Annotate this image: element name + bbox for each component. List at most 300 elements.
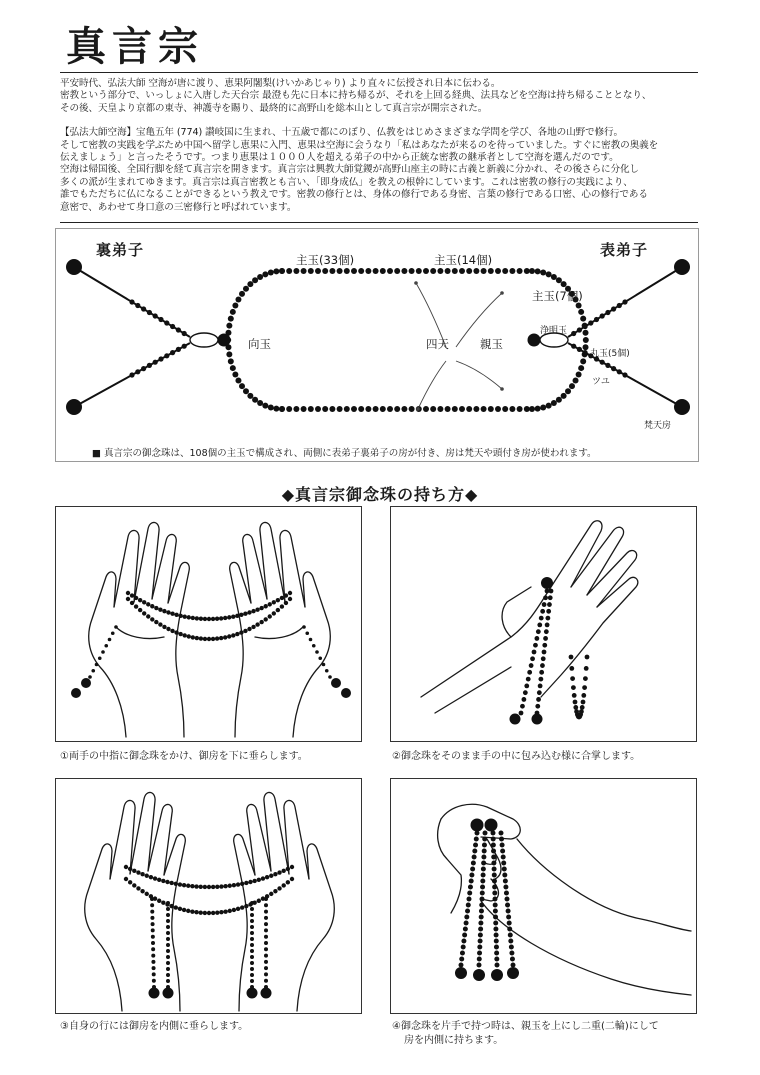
bead [166, 943, 170, 947]
bead [473, 406, 479, 412]
bead [187, 615, 191, 619]
bead [166, 979, 170, 983]
bead [174, 613, 178, 617]
bead [539, 616, 544, 621]
bead [409, 406, 415, 412]
bead [248, 880, 252, 884]
bead [584, 666, 589, 671]
bead [273, 268, 279, 274]
bead [491, 831, 496, 836]
bead [674, 399, 690, 415]
bead [280, 596, 284, 600]
bead [262, 403, 268, 409]
bead [580, 358, 586, 364]
bead [146, 614, 150, 618]
bead [134, 596, 138, 600]
bead [293, 406, 299, 412]
bead [81, 678, 91, 688]
bead [569, 383, 575, 389]
bead [611, 366, 616, 371]
bead [466, 406, 472, 412]
bead [460, 951, 465, 956]
bead [273, 406, 279, 412]
bead [508, 939, 513, 944]
bead [250, 979, 254, 983]
bead [492, 885, 497, 890]
bead [195, 636, 199, 640]
bead [571, 331, 576, 336]
bead [308, 268, 314, 274]
bead [264, 928, 268, 932]
bead [219, 910, 223, 914]
intro-line: 【弘法大師空海】宝亀五年 (774) 讃岐国に生まれ、十五歳で都にのぼり、仏教をはじめさまざまな学問を学び、各地の山野で修行。 [60, 127, 624, 139]
bead [478, 921, 483, 926]
bead [536, 697, 541, 702]
bead [161, 879, 165, 883]
bead [583, 344, 589, 350]
bead [462, 933, 467, 938]
bead [544, 629, 549, 634]
bead [322, 663, 326, 667]
bead [459, 406, 465, 412]
bead [464, 921, 469, 926]
bead [322, 268, 328, 274]
tsuyu-label: ツユ [592, 377, 610, 387]
bead [473, 843, 478, 848]
bead [494, 939, 499, 944]
bead [140, 872, 144, 876]
bead [199, 636, 203, 640]
bead [480, 879, 485, 884]
bead [477, 945, 482, 950]
intro-line: 平安時代、弘法大師 空海が唐に渡り、恵果阿闍梨(けいかあじゃり) より直々に伝授され日本に伝わる。 [60, 78, 501, 89]
bead [166, 627, 170, 631]
bead [284, 593, 288, 597]
bead [529, 663, 534, 668]
hands-open-illustration [56, 507, 363, 743]
bead [95, 663, 99, 667]
bead [226, 323, 232, 329]
bead [166, 961, 170, 965]
bead [468, 885, 473, 890]
intro-line: 意密で、あわせて身口意の三密修行と呼ばれています。 [60, 201, 297, 213]
bead [494, 945, 499, 950]
bead [151, 947, 155, 951]
bead [211, 911, 215, 915]
intro-line: 多くの派が生まれてゆきます。真言宗は真言密教とも言い、「即身成仏」を教えの根幹にしています。これは密教の修行の実践により、 [60, 176, 633, 188]
bead [506, 915, 511, 920]
bead [257, 878, 261, 882]
bead [452, 406, 458, 412]
bead [528, 334, 541, 347]
bead [264, 935, 268, 939]
bead [467, 891, 472, 896]
bead [493, 909, 498, 914]
bead [508, 933, 513, 938]
bead [130, 593, 134, 597]
bead [534, 636, 539, 641]
bead [580, 316, 586, 322]
shutama-7-label: 主玉(7個) [532, 289, 583, 303]
bead [493, 915, 498, 920]
bead [250, 973, 254, 977]
bead [153, 313, 158, 318]
bead [136, 870, 140, 874]
bead [269, 874, 273, 878]
bead [475, 831, 480, 836]
bead [605, 363, 610, 368]
bead [530, 656, 535, 661]
bead [203, 911, 207, 915]
bead [507, 967, 519, 979]
bead [135, 369, 140, 374]
bead [556, 397, 562, 403]
bead [510, 714, 521, 725]
rosary-beads [66, 259, 690, 415]
bead [491, 849, 496, 854]
bead [262, 271, 268, 277]
bead [255, 622, 259, 626]
bead [542, 650, 547, 655]
bead [151, 941, 155, 945]
bead [223, 616, 227, 620]
bead [480, 897, 485, 902]
bead [239, 291, 245, 297]
intro-line: 伝えましょう」と言ったそうです。つまり恵果は１０００人を超える弟子の中から正統な密教の継承者として空海を選んだのです。 [60, 152, 619, 164]
bead [578, 365, 584, 371]
bead [280, 604, 284, 608]
bead [473, 969, 485, 981]
rosary-illustration [56, 229, 700, 463]
bead [231, 614, 235, 618]
bead [492, 879, 497, 884]
bead [176, 347, 181, 352]
section-title: ◆真言宗御念珠の持ち方◆ [281, 485, 479, 504]
bead [264, 966, 268, 970]
bead [474, 837, 479, 842]
bead [151, 935, 155, 939]
bead [170, 629, 174, 633]
bead [195, 616, 199, 620]
bead [583, 350, 588, 355]
bead [524, 683, 529, 688]
bead [215, 885, 219, 889]
bead [288, 591, 292, 595]
bead [480, 885, 485, 890]
bead [472, 849, 477, 854]
kodama-label: 向玉 [248, 337, 271, 351]
bead [365, 406, 371, 412]
bead [252, 277, 258, 283]
bead [503, 885, 508, 890]
bead [166, 610, 170, 614]
bead [488, 406, 494, 412]
bead [482, 843, 487, 848]
bead [315, 650, 319, 654]
bead [430, 268, 436, 274]
bead [164, 353, 169, 358]
bead [479, 915, 484, 920]
bead [401, 268, 407, 274]
bead [250, 943, 254, 947]
bead [461, 939, 466, 944]
bead [264, 903, 268, 907]
bead [174, 630, 178, 634]
bead [481, 855, 486, 860]
bead [250, 901, 254, 905]
bead [509, 268, 515, 274]
bead [250, 937, 254, 941]
bead [537, 622, 542, 627]
bead [481, 406, 487, 412]
bead [492, 867, 497, 872]
bead [174, 905, 178, 909]
bead [500, 843, 505, 848]
bead [145, 874, 149, 878]
bead [464, 915, 469, 920]
bead [594, 317, 599, 322]
bead [394, 268, 400, 274]
bead [240, 882, 244, 886]
bead [162, 625, 166, 629]
bead [546, 609, 551, 614]
bead [622, 372, 627, 377]
arrow-head [414, 281, 418, 285]
bead [358, 406, 364, 412]
bead [264, 960, 268, 964]
bead [178, 614, 182, 618]
bead [537, 690, 542, 695]
bead [264, 617, 268, 621]
bead [252, 397, 258, 403]
bead [183, 633, 187, 637]
bead [470, 867, 475, 872]
bead [276, 608, 280, 612]
bead [494, 957, 499, 962]
bead [255, 607, 259, 611]
bead [264, 941, 268, 945]
bead [166, 937, 170, 941]
bead [301, 268, 307, 274]
bead [190, 884, 194, 888]
bead [517, 406, 523, 412]
bead [272, 611, 276, 615]
bead [236, 882, 240, 886]
bead [244, 881, 248, 885]
intro-line: 密教という部分で、いっしょに入唐した天台宗 最澄も先に日本に持ち帰るが、それを上回る経典、法具などを空海は持ち帰ることとなり、 [60, 90, 652, 102]
bead [542, 602, 547, 607]
bead [268, 404, 274, 410]
bead [277, 886, 281, 890]
bead [469, 873, 474, 878]
bead [540, 404, 546, 410]
bead [478, 927, 483, 932]
bead [532, 714, 543, 725]
bead [273, 872, 277, 876]
bead [183, 614, 187, 618]
intro-line: その後、天皇より京都の東寺、神護寺を賜り、最終的に高野山を総本山として真言宗が開宗された。 [60, 102, 488, 114]
bead [308, 406, 314, 412]
bead [539, 670, 544, 675]
bead [430, 406, 436, 412]
bead [158, 356, 163, 361]
bead [288, 597, 292, 601]
bead [264, 979, 268, 983]
bead [232, 303, 238, 309]
bead [511, 963, 516, 968]
bead [394, 406, 400, 412]
hands-gassho-illustration [391, 507, 698, 743]
bead [279, 406, 285, 412]
bead [203, 617, 207, 621]
bead [491, 837, 496, 842]
bead [532, 650, 537, 655]
bead [178, 632, 182, 636]
bead [302, 625, 306, 629]
bead [257, 899, 261, 903]
bead [622, 299, 627, 304]
bead [344, 406, 350, 412]
bead [191, 635, 195, 639]
bead [268, 270, 274, 276]
bead [261, 876, 265, 880]
bead [194, 910, 198, 914]
bead [166, 973, 170, 977]
bead [502, 268, 508, 274]
bead [502, 867, 507, 872]
bead [129, 299, 134, 304]
bead [223, 635, 227, 639]
bead [380, 406, 386, 412]
bead [492, 873, 497, 878]
bead [228, 909, 232, 913]
bead [478, 933, 483, 938]
bead [571, 685, 576, 690]
bead [286, 867, 290, 871]
bead [491, 843, 496, 848]
bead [387, 406, 393, 412]
bead [150, 916, 154, 920]
step-4-illustration [390, 778, 697, 1014]
bead [309, 638, 313, 642]
bead [322, 406, 328, 412]
bead [236, 907, 240, 911]
step-3-caption: ③自身の行には御房を内側に垂らします。 [60, 1021, 249, 1032]
step-2-caption: ②御念珠をそのまま手の中に包み込む様に合掌します。 [392, 751, 641, 762]
bead [227, 615, 231, 619]
bead [152, 979, 156, 983]
bead [478, 939, 483, 944]
bead [493, 921, 498, 926]
bead [495, 268, 501, 274]
bead [493, 903, 498, 908]
bead [527, 670, 532, 675]
bead [505, 903, 510, 908]
bead [611, 306, 616, 311]
bead [546, 271, 552, 277]
bead [165, 880, 169, 884]
bead [145, 892, 149, 896]
bead [207, 617, 211, 621]
bead [194, 884, 198, 888]
bead [141, 306, 146, 311]
bead [445, 406, 451, 412]
bead [142, 611, 146, 615]
step-3-illustration [55, 778, 362, 1014]
bead [373, 406, 379, 412]
bead [261, 988, 272, 999]
bead [519, 711, 524, 716]
bead [151, 922, 155, 926]
bead [469, 879, 474, 884]
bead [169, 881, 173, 885]
bead [504, 891, 509, 896]
bead [264, 604, 268, 608]
bead [600, 313, 605, 318]
bead [126, 591, 130, 595]
bead [351, 406, 357, 412]
bead [230, 309, 236, 315]
bead [583, 324, 588, 329]
bead [472, 855, 477, 860]
bead [91, 669, 95, 673]
bead [152, 972, 156, 976]
bead [463, 927, 468, 932]
bead [561, 281, 567, 287]
bead [538, 677, 543, 682]
step-2-illustration [390, 506, 697, 742]
bead [150, 604, 154, 608]
bead [551, 400, 557, 406]
bead [157, 878, 161, 882]
bead [250, 967, 254, 971]
bead [502, 406, 508, 412]
bead [161, 901, 165, 905]
bead [250, 925, 254, 929]
bead [477, 951, 482, 956]
bead [151, 928, 155, 932]
bead [540, 609, 545, 614]
bead [71, 688, 81, 698]
bead [467, 897, 472, 902]
bead [151, 954, 155, 958]
step-1-illustration [55, 506, 362, 742]
bead [272, 600, 276, 604]
bead [158, 607, 162, 611]
bead [250, 919, 254, 923]
bead [235, 632, 239, 636]
bead [134, 604, 138, 608]
bead [543, 636, 548, 641]
bead [284, 601, 288, 605]
bead [337, 268, 343, 274]
bead [491, 855, 496, 860]
bead [286, 406, 292, 412]
bead [445, 268, 451, 274]
bead [211, 885, 215, 889]
bead [571, 344, 576, 349]
bead [154, 606, 158, 610]
shiten-label: 四天 [426, 337, 449, 351]
bead [151, 960, 155, 964]
bead [228, 884, 232, 888]
bead [243, 612, 247, 616]
arrow-head [500, 291, 504, 295]
bead [358, 268, 364, 274]
bead [493, 897, 498, 902]
bead [142, 600, 146, 604]
bead [247, 393, 253, 399]
